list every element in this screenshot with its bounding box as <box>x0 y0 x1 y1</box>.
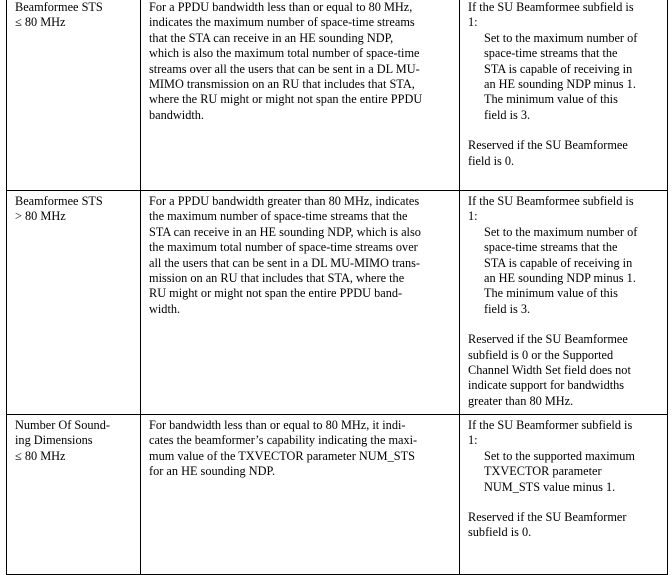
encoding-detail-line: The minimum value of this <box>484 92 618 107</box>
field-name-line: ing Dimensions <box>15 433 93 448</box>
definition-line: MIMO transmission on an RU that includes that STA, <box>149 77 415 92</box>
definition-line: the maximum total number of space-time streams over <box>149 240 418 255</box>
encoding-detail-line: STA is capable of receiving in <box>484 61 633 76</box>
encoding-reserved-line: Reserved if the SU Beamformee <box>468 138 628 153</box>
encoding-reserved-line: subfield is 0 or the Supported <box>468 347 614 362</box>
encoding-detail-line: an HE sounding NDP minus 1. <box>484 77 636 92</box>
encoding-detail-line: STA is capable of receiving in <box>484 255 633 270</box>
encoding-detail-line: Set to the maximum number of <box>484 30 638 45</box>
definition-cell <box>141 191 460 415</box>
definition-line: mum value of the TXVECTOR parameter NUM_STS <box>149 448 415 463</box>
definition-line: which is also the maximum total number of space-time <box>149 46 420 61</box>
encoding-reserved-line: greater than 80 MHz. <box>468 393 574 408</box>
encoding-reserved-line: Reserved if the SU Beamformer <box>468 510 627 525</box>
definition-line: the maximum number of space-time streams that the <box>149 209 408 224</box>
definition-line: for an HE sounding NDP. <box>149 464 276 479</box>
encoding-reserved-line: indicate support for bandwidths <box>468 378 625 393</box>
encoding-detail-line: NUM_STS value minus 1. <box>484 479 616 494</box>
definition-line: bandwidth. <box>149 107 204 122</box>
encoding-cell <box>460 191 668 415</box>
definition-line: indicates the maximum number of space-time streams <box>149 15 415 30</box>
definition-line: mission on an RU that includes that STA, where the <box>149 271 405 286</box>
field-name-line: Beamformee STS <box>15 194 103 208</box>
table-row <box>7 0 668 191</box>
encoding-cell <box>460 415 668 575</box>
table-row <box>7 415 668 575</box>
definition-cell <box>141 415 460 575</box>
field-name-line: Beamformee STS <box>15 0 103 14</box>
encoding-intro-line: 1: <box>468 433 478 448</box>
definition-line: For a PPDU bandwidth greater than 80 MHz, indicates <box>149 194 420 208</box>
encoding-reserved-line: field is 0. <box>468 153 515 168</box>
field-name-cell <box>7 415 141 575</box>
field-name-cell <box>7 0 141 191</box>
field-name-line: Number Of Sound- <box>15 418 110 432</box>
definition-line: width. <box>149 301 181 316</box>
definition-cell <box>141 0 460 191</box>
definition-line: STA can receive in an HE sounding NDP, which is also <box>149 224 421 239</box>
encoding-detail-line: an HE sounding NDP minus 1. <box>484 271 636 286</box>
encoding-cell <box>460 0 668 191</box>
encoding-detail-line: The minimum value of this <box>484 286 618 301</box>
paragraph-gap <box>468 123 661 138</box>
capabilities-table <box>6 0 668 575</box>
definition-line: For bandwidth less than or equal to 80 MHz, it indi- <box>149 418 406 432</box>
field-name-line: ≤ 80 MHz <box>15 448 66 463</box>
field-name-cell <box>7 191 141 415</box>
encoding-intro-line: 1: <box>468 209 478 224</box>
encoding-detail-line: field is 3. <box>484 301 531 316</box>
encoding-detail-line: field is 3. <box>484 107 531 122</box>
encoding-detail-line: Set to the maximum number of <box>484 224 638 239</box>
encoding-detail-line: Set to the supported maximum <box>484 448 635 463</box>
definition-line: cates the beamformer’s capability indicating the maxi- <box>149 433 418 448</box>
definition-line: RU might or might not span the entire PPDU band- <box>149 286 403 301</box>
table-row <box>7 191 668 415</box>
field-name-line: ≤ 80 MHz <box>15 15 66 30</box>
encoding-intro-line: If the SU Beamformee subfield is <box>468 0 634 14</box>
encoding-detail-line: space-time streams that the <box>484 46 618 61</box>
paragraph-gap <box>468 495 661 510</box>
encoding-intro-line: 1: <box>468 15 478 30</box>
encoding-reserved-line: subfield is 0. <box>468 525 532 540</box>
encoding-detail-line: TXVECTOR parameter <box>484 464 602 479</box>
field-name-line: > 80 MHz <box>15 209 66 224</box>
encoding-reserved-line: Reserved if the SU Beamformee <box>468 332 628 347</box>
encoding-intro-line: If the SU Beamformee subfield is <box>468 194 634 208</box>
paragraph-gap <box>468 317 661 332</box>
definition-line: For a PPDU bandwidth less than or equal to 80 MHz, <box>149 0 413 14</box>
definition-line: all the users that can be sent in a DL MU-MIMO trans- <box>149 255 421 270</box>
definition-line: streams over all the users that can be sent in a DL MU- <box>149 61 420 76</box>
definition-line: that the STA can receive in an HE sounding NDP, <box>149 30 394 45</box>
encoding-intro-line: If the SU Beamformer subfield is <box>468 418 633 432</box>
encoding-reserved-line: Channel Width Set field does not <box>468 363 631 378</box>
encoding-detail-line: space-time streams that the <box>484 240 618 255</box>
definition-line: where the RU might or might not span the entire PPDU <box>149 92 423 107</box>
